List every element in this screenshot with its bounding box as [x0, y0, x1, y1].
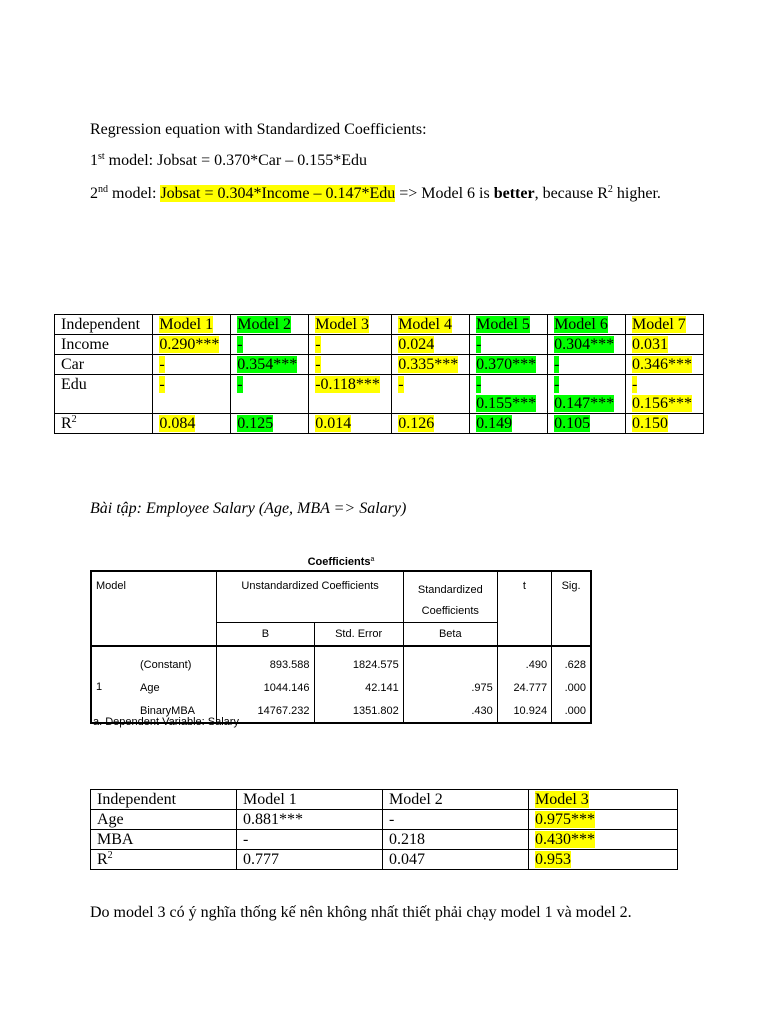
header-model: Model	[91, 571, 217, 646]
spss-table-title: Coefficients$^a$	[307, 556, 375, 568]
table-row: Age 1044.146 42.141 .975 24.777 .000	[91, 676, 591, 699]
table-row: $R^2$ 0.084 0.125 0.014 0.126 0.149 0.105 0.150	[55, 414, 704, 434]
table-row: Income 0.290*** - - 0.024 - 0.304*** 0.031	[55, 335, 704, 355]
header-unstd: Unstandardized Coefficients	[217, 571, 403, 623]
spss-footnote: a. Dependent Variable: Salary	[93, 716, 239, 728]
header-sig: Sig.	[552, 571, 591, 646]
model2-equation: 2nd model: Jobsat = 0.304*Income – 0.147*Edu => Model 6 is better, because $R^2$ higher.	[90, 184, 661, 202]
table-row: Independent Model 1 Model 2 Model 3 Model 4 Model 5 Model 6 Model 7	[55, 315, 704, 335]
table-row: $R^2$ 0.777 0.047 0.953	[91, 850, 678, 870]
header-std: Standardized Coefficients	[403, 571, 497, 623]
model-number: 1	[91, 646, 136, 723]
model1-equation: 1st model: Jobsat = 0.370*Car – 0.155*Edu	[90, 151, 368, 169]
exercise-title: Bài tập: Employee Salary (Age, MBA => Salary)	[90, 500, 407, 517]
table-row: 1 (Constant) 893.588 1824.575 .490 .628	[91, 646, 591, 676]
table-row: BinaryMBA 14767.232 1351.802 .430 10.924 .000	[91, 699, 591, 723]
table-row: Car - 0.354*** - 0.335*** 0.370*** - 0.346***	[55, 355, 704, 375]
table-row: Independent Model 1 Model 2 Model 3	[91, 790, 678, 810]
table-row: MBA - 0.218 0.430***	[91, 830, 678, 850]
spss-coefficients-table	[90, 570, 592, 724]
table-row: Age 0.881*** - 0.975***	[91, 810, 678, 830]
table-row	[91, 571, 591, 623]
intro-heading: Regression equation with Standardized Coefficients:	[90, 121, 427, 138]
conclusion-text: Do model 3 có ý nghĩa thống kế nên không nhất thiết phải chạy model 1 và model 2.	[90, 904, 632, 921]
header-t: t	[497, 571, 551, 646]
header-beta: Beta	[403, 623, 497, 647]
header-se: Std. Error	[314, 623, 403, 647]
table-row: Edu - - -0.118*** - - 0.155*** - 0.147*** - 0.156***	[55, 375, 704, 414]
model2-highlighted-equation: Jobsat = 0.304*Income – 0.147*Edu	[160, 185, 396, 202]
salary-model-table	[90, 789, 678, 870]
header-b: B	[217, 623, 314, 647]
model-comparison-table	[54, 314, 704, 434]
